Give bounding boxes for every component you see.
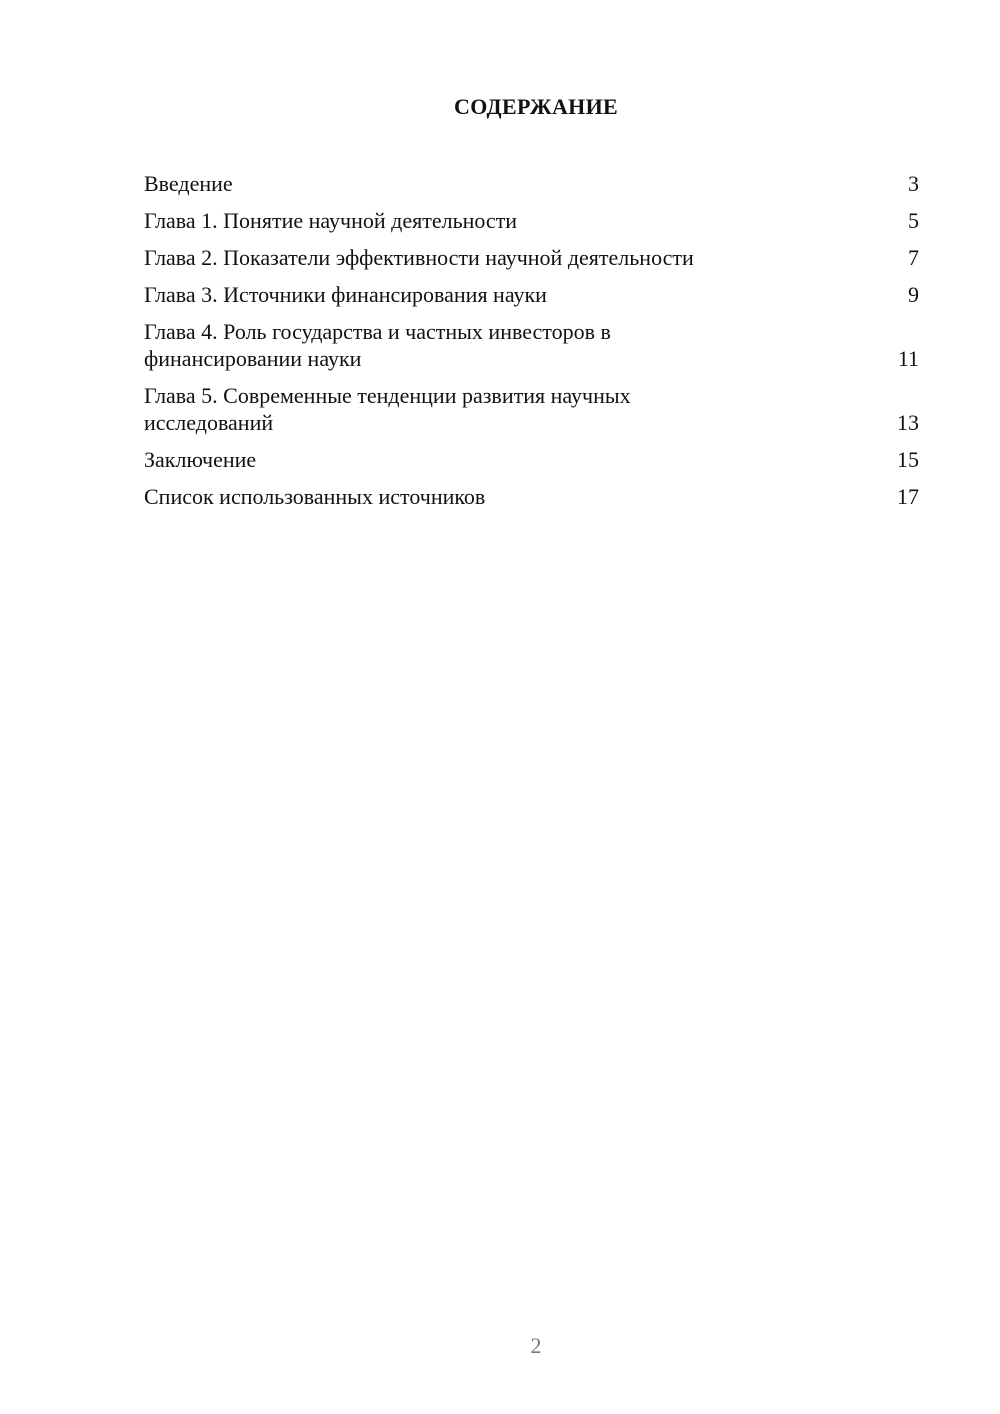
toc-item-label: Заключение (144, 447, 257, 472)
toc-item-conclusion (144, 446, 919, 473)
toc-item-label: Глава 2. Показатели эффективности научной деятельности (144, 245, 694, 270)
toc-item-page: 9 (908, 282, 919, 307)
toc-item-page: 17 (897, 484, 919, 509)
toc-item-chapter-5 (144, 382, 919, 436)
page-number: 2 (530, 1333, 542, 1358)
table-of-contents (144, 170, 919, 520)
toc-item-label: Глава 4. Роль государства и частных инвесторов в финансировании науки (144, 319, 611, 371)
toc-item-page: 15 (897, 447, 919, 472)
toc-item-label: Глава 1. Понятие научной деятельности (144, 208, 518, 233)
toc-item-chapter-2 (144, 244, 919, 271)
toc-item-page: 7 (908, 245, 919, 270)
toc-item-label: Глава 5. Современные тенденции развития научных исследований (144, 383, 631, 435)
toc-title: СОДЕРЖАНИЕ (454, 94, 618, 119)
toc-item-chapter-3 (144, 281, 919, 308)
toc-item-references (144, 483, 919, 510)
toc-item-label: Список использованных источников (144, 484, 486, 509)
toc-item-page: 13 (897, 410, 919, 435)
toc-item-introduction (144, 170, 919, 197)
toc-item-page: 5 (908, 208, 919, 233)
toc-item-chapter-4 (144, 318, 919, 372)
toc-item-page: 11 (897, 346, 919, 371)
toc-item-label: Введение (144, 171, 233, 196)
toc-item-chapter-1 (144, 207, 919, 234)
toc-item-label: Глава 3. Источники финансирования науки (144, 282, 547, 307)
toc-item-page: 3 (908, 171, 919, 196)
